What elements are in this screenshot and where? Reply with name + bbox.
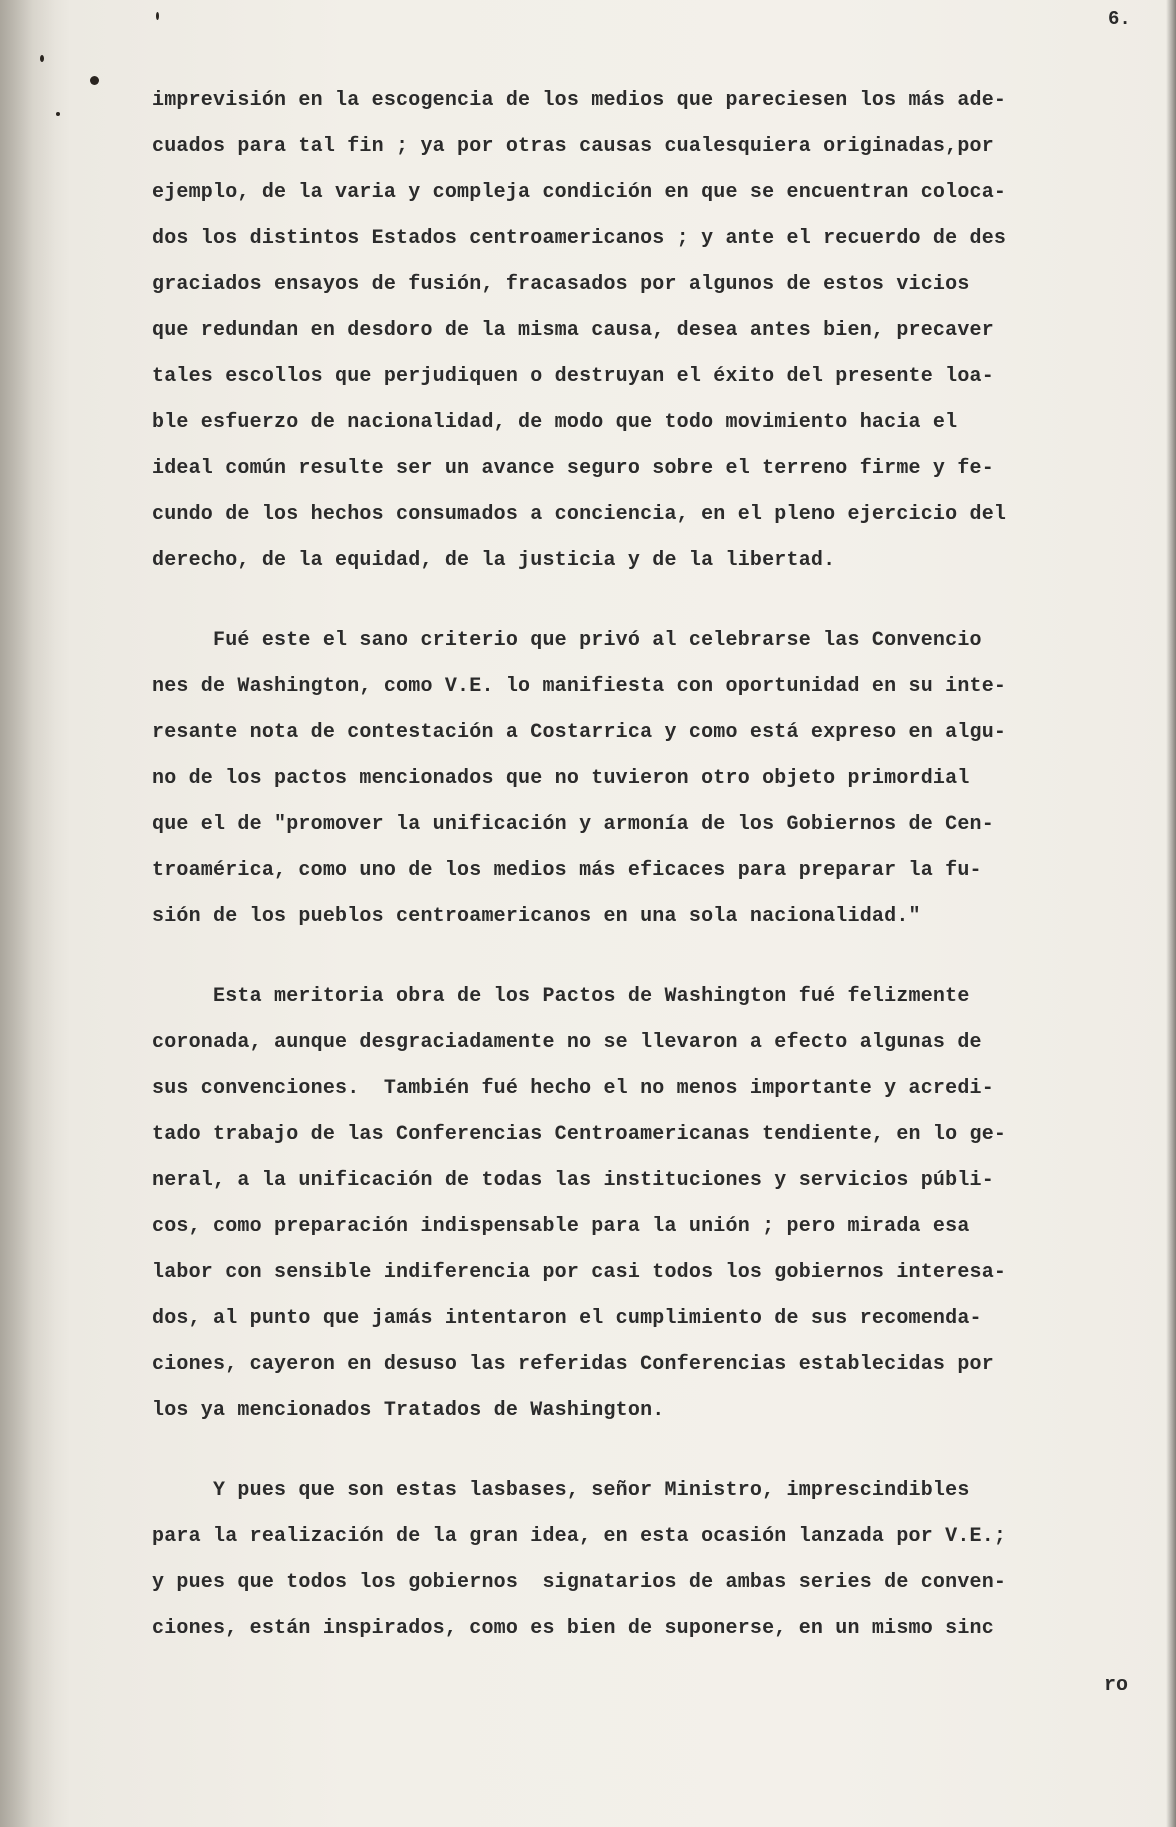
paragraph-4 <box>152 1468 1157 1652</box>
text-line: cuados para tal fin ; ya por otras causas cualesquiera originadas,por <box>152 135 994 158</box>
text-line: labor con sensible indiferencia por casi todos los gobiernos interesa- <box>152 1261 1007 1284</box>
text-line: y pues que todos los gobiernos signatarios de ambas series de conven- <box>152 1571 1007 1594</box>
text-line: imprevisión en la escogencia de los medios que pareciesen los más ade- <box>152 89 1007 112</box>
text-line: ble esfuerzo de nacionalidad, de modo que todo movimiento hacia el <box>152 411 958 434</box>
ink-speck <box>56 112 60 116</box>
text-line: sión de los pueblos centroamericanos en una sola nacionalidad." <box>152 905 921 928</box>
text-line: Fué este el sano criterio que privó al celebrarse las Convencio <box>152 629 982 652</box>
text-line: los ya mencionados Tratados de Washington. <box>152 1399 665 1422</box>
text-line: cundo de los hechos consumados a conciencia, en el pleno ejercicio del <box>152 503 1007 526</box>
text-line: cos, como preparación indispensable para la unión ; pero mirada esa <box>152 1215 970 1238</box>
ink-speck <box>156 12 159 20</box>
text-line: dos, al punto que jamás intentaron el cumplimiento de sus recomenda- <box>152 1307 982 1330</box>
text-line: graciados ensayos de fusión, fracasados por algunos de estos vicios <box>152 273 970 296</box>
catchword: ro <box>1104 1674 1129 1697</box>
text-line: coronada, aunque desgraciadamente no se llevaron a efecto algunas de <box>152 1031 982 1054</box>
text-line: neral, a la unificación de todas las instituciones y servicios públi- <box>152 1169 994 1192</box>
text-line: no de los pactos mencionados que no tuvieron otro objeto primordial <box>152 767 970 790</box>
paragraph-gap <box>152 1434 1157 1468</box>
text-line: resante nota de contestación a Costarrica y como está expreso en algu- <box>152 721 1007 744</box>
text-line: tales escollos que perjudiquen o destruyan el éxito del presente loa- <box>152 365 994 388</box>
text-line: que el de "promover la unificación y armonía de los Gobiernos de Cen- <box>152 813 994 836</box>
text-line: Esta meritoria obra de los Pactos de Washington fué felizmente <box>152 985 970 1008</box>
text-line: tado trabajo de las Conferencias Centroamericanas tendiente, en lo ge- <box>152 1123 1007 1146</box>
text-line: sus convenciones. También fué hecho el no menos importante y acredi- <box>152 1077 994 1100</box>
paragraph-gap <box>152 940 1157 974</box>
text-line: Y pues que son estas lasbases, señor Ministro, imprescindibles <box>152 1479 970 1502</box>
paragraph-2 <box>152 618 1157 940</box>
text-line: dos los distintos Estados centroamericanos ; y ante el recuerdo de des <box>152 227 1007 250</box>
text-line: troamérica, como uno de los medios más eficaces para preparar la fu- <box>152 859 982 882</box>
page-edge-shadow <box>1166 0 1176 1827</box>
page-binding-shadow <box>0 0 55 1827</box>
ink-speck <box>90 76 99 85</box>
page-number: 6. <box>1108 8 1131 30</box>
text-line: que redundan en desdoro de la misma causa, desea antes bien, precaver <box>152 319 994 342</box>
text-line: nes de Washington, como V.E. lo manifiesta con oportunidad en su inte- <box>152 675 1007 698</box>
paragraph-gap <box>152 584 1157 618</box>
text-line: derecho, de la equidad, de la justicia y de la libertad. <box>152 549 836 572</box>
text-line: ejemplo, de la varia y compleja condición en que se encuentran coloca- <box>152 181 1007 204</box>
text-line: ciones, cayeron en desuso las referidas Conferencias establecidas por <box>152 1353 994 1376</box>
typed-letter-body <box>152 78 1157 1652</box>
text-line: para la realización de la gran idea, en esta ocasión lanzada por V.E.; <box>152 1525 1007 1548</box>
paragraph-3 <box>152 974 1157 1434</box>
text-line: ciones, están inspirados, como es bien de suponerse, en un mismo sinc <box>152 1617 994 1640</box>
ink-speck <box>40 55 44 62</box>
paragraph-1 <box>152 78 1157 584</box>
text-line: ideal común resulte ser un avance seguro sobre el terreno firme y fe- <box>152 457 994 480</box>
